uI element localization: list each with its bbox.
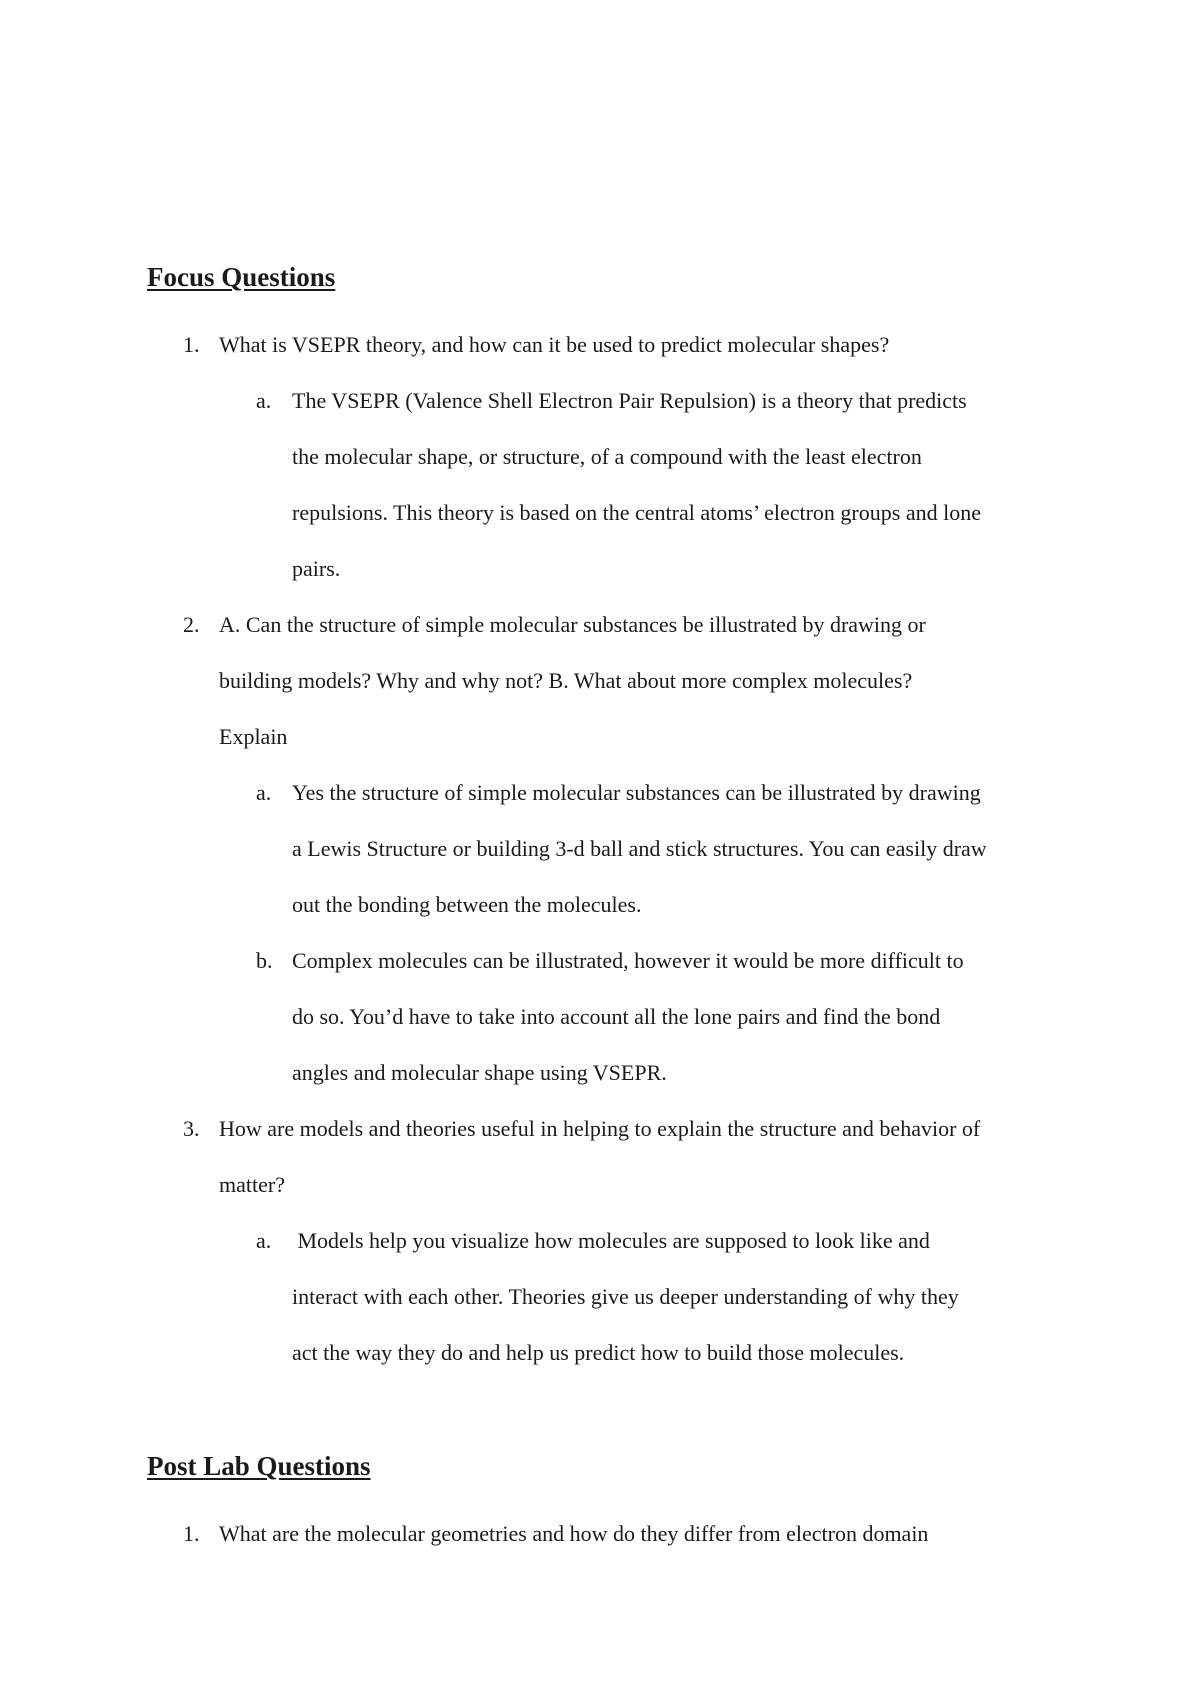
question-text: What is VSEPR theory, and how can it be used to predict molecular shapes? [219, 332, 890, 357]
answer-line: Complex molecules can be illustrated, however it would be more difficult to [292, 948, 964, 973]
question-line: Explain [219, 724, 288, 749]
focus-questions-heading: Focus Questions [147, 262, 336, 292]
question-number: 2. [183, 612, 200, 637]
answer-line: Yes the structure of simple molecular substances can be illustrated by drawing [292, 780, 981, 805]
answer-line: angles and molecular shape using VSEPR. [292, 1060, 667, 1085]
answer-line: Models help you visualize how molecules are supposed to look like and [292, 1228, 930, 1253]
question-number: 1. [183, 332, 200, 357]
answer-line: out the bonding between the molecules. [292, 892, 642, 917]
answer-letter: b. [256, 948, 273, 973]
answer-letter: a. [256, 388, 272, 413]
question-line: building models? Why and why not? B. What about more complex molecules? [219, 668, 913, 693]
answer-line: pairs. [292, 556, 341, 581]
answer-letter: a. [256, 780, 272, 805]
post-lab-questions-heading: Post Lab Questions [147, 1451, 371, 1481]
answer-line: interact with each other. Theories give us deeper understanding of why they [292, 1284, 959, 1309]
answer-line: the molecular shape, or structure, of a compound with the least electron [292, 444, 922, 469]
question-number: 1. [183, 1521, 200, 1546]
answer-letter: a. [256, 1228, 272, 1253]
question-text: What are the molecular geometries and how do they differ from electron domain [219, 1521, 929, 1546]
answer-line: do so. You’d have to take into account all the lone pairs and find the bond [292, 1004, 941, 1029]
answer-line: a Lewis Structure or building 3-d ball and stick structures. You can easily draw [292, 836, 987, 861]
question-line: matter? [219, 1172, 285, 1197]
answer-line: repulsions. This theory is based on the central atoms’ electron groups and lone [292, 500, 981, 525]
question-line: A. Can the structure of simple molecular substances be illustrated by drawing or [219, 612, 926, 637]
answer-line: The VSEPR (Valence Shell Electron Pair Repulsion) is a theory that predicts [292, 388, 967, 413]
question-number: 3. [183, 1116, 200, 1141]
answer-line: act the way they do and help us predict how to build those molecules. [292, 1340, 905, 1365]
question-line: How are models and theories useful in helping to explain the structure and behavior of [219, 1116, 981, 1141]
